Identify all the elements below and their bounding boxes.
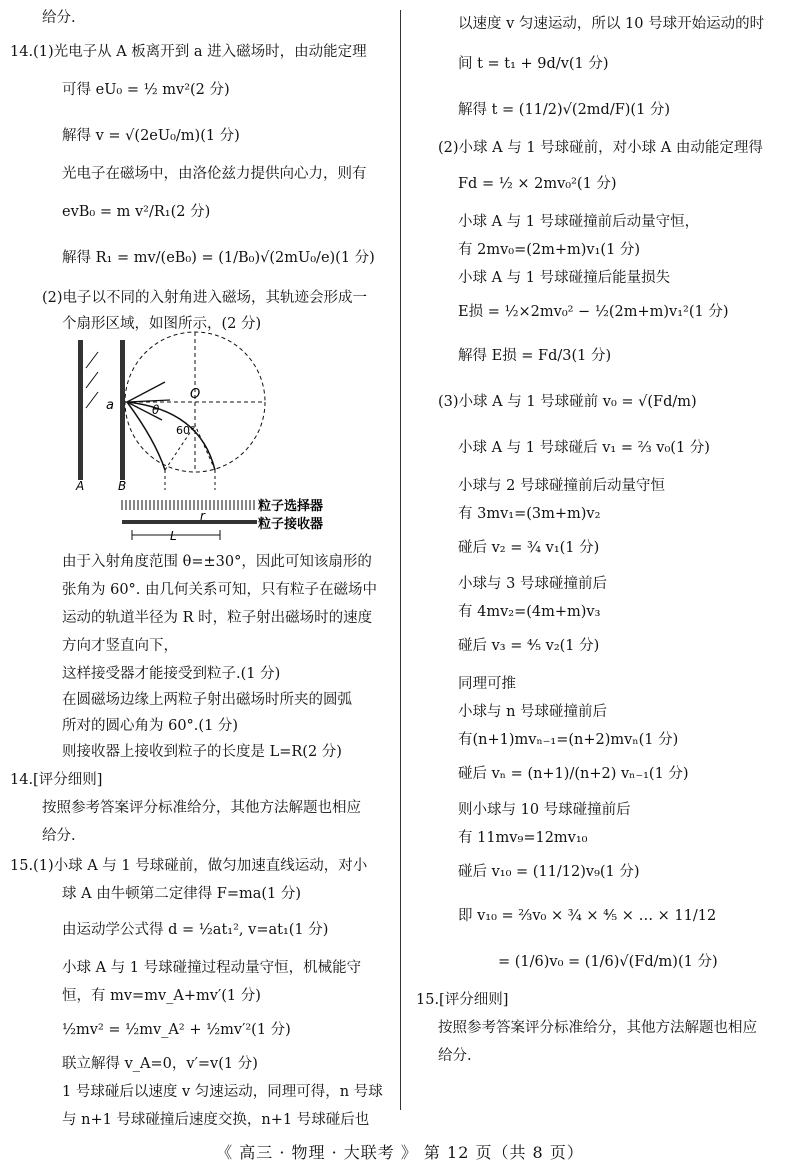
plate-b [120,340,125,480]
label-receiver: 粒子接收器 [258,517,324,532]
text-line: 小球与 n 号球碰撞前后 [458,704,608,720]
text-line: 可得 eU₀ = ½ mv²(2 分) [62,82,230,98]
text-line: 小球与 2 号球碰撞前后动量守恒 [458,478,665,494]
text-line: E损 = ½×2mv₀² − ½(2m+m)v₁²(1 分) [458,304,729,320]
text-line: 由于入射角度范围 θ=±30°，因此可知该扇形的 [62,554,372,570]
page-footer: 《 高三 · 物理 · 大联考 》 第 12 页（共 8 页） [216,1143,584,1162]
text-line: 则小球与 10 号球碰撞前后 [458,802,631,818]
label-a: a [106,398,114,413]
text-line: 给分. [438,1048,472,1064]
column-divider [400,10,401,1110]
text-line: 15.(1)小球 A 与 1 号球碰前，做匀加速直线运动，对小 [10,858,368,874]
label-selector: 粒子选择器 [258,499,324,514]
text-line: 则接收器上接收到粒子的长度是 L=R(2 分) [62,744,342,760]
text-line: 小球 A 与 1 号球碰撞后能量损失 [458,270,671,286]
text-line: 解得 R₁ = mv/(eB₀) = (1/B₀)√(2mU₀/e)(1 分) [62,250,375,266]
text-line: 小球 A 与 1 号球碰后 v₁ = ⅔ v₀(1 分) [458,440,710,456]
label-plate-a: A [76,479,85,493]
text-line: 有 3mv₁=(3m+m)v₂ [458,506,601,522]
text-line: 小球 A 与 1 号球碰撞前后动量守恒， [458,214,700,230]
text-line: 张角为 60°. 由几何关系可知，只有粒子在磁场中 [62,582,378,598]
particle-receiver [122,520,257,524]
label-60: 60° [176,424,196,437]
text-line: 同理可推 [458,676,516,692]
text-line: 恒，有 mv=mv_A+mv′(1 分) [62,988,261,1004]
label-theta: θ [152,403,160,417]
text-line: 与 n+1 号球碰撞后速度交换，n+1 号球碰后也 [62,1112,370,1128]
text-line: 小球 A 与 1 号球碰撞过程动量守恒，机械能守 [62,960,362,976]
text-line: 碰后 v₃ = ⅘ v₂(1 分) [458,638,600,654]
text-line: 有 2mv₀=(2m+m)v₁(1 分) [458,242,641,258]
text-line: 个扇形区域，如图所示，(2 分) [62,316,262,332]
text-line: 解得 t = (11/2)√(2md/F)(1 分) [458,102,671,118]
text-line: 按照参考答案评分标准给分，其他方法解题也相应 [438,1020,757,1036]
text-line: Fd = ½ × 2mv₀²(1 分) [458,176,617,192]
text-line: 14.[评分细则] [10,772,103,788]
text-line: (3)小球 A 与 1 号球碰前 v₀ = √(Fd/m) [438,394,697,410]
text-line: 联立解得 v_A=0，v′=v(1 分) [62,1056,258,1072]
text-line: (2)小球 A 与 1 号球碰前，对小球 A 由动能定理得 [438,140,763,156]
text-line: 这样接受器才能接受到粒子.(1 分) [62,666,281,682]
label-o: O [190,387,201,402]
label-l: L [170,529,177,543]
plate-a [78,340,83,480]
text-line: 解得 E损 = Fd/3(1 分) [458,348,612,364]
text-line: evB₀ = m v²/R₁(2 分) [62,204,211,220]
text-line: 碰后 v₂ = ¾ v₁(1 分) [458,540,600,556]
text-line: 小球与 3 号球碰撞前后 [458,576,607,592]
text-line: 1 号球碰后以速度 v 匀速运动，同理可得，n 号球 [62,1084,383,1100]
text-line: 给分. [42,828,76,844]
particle-selector [122,500,254,510]
text-line: 有 11mv₉=12mv₁₀ [458,830,588,846]
magnetic-field-figure [70,330,400,545]
text-line: 方向才竖直向下， [62,638,178,654]
text-line: 间 t = t₁ + 9d/v(1 分) [458,56,609,72]
text-line: 碰后 vₙ = (n+1)/(n+2) vₙ₋₁(1 分) [458,766,689,782]
label-r: r [200,509,205,523]
text-line: 即 v₁₀ = ⅔v₀ × ¾ × ⅘ × … × 11/12 [458,908,717,924]
text-line: 以速度 v 匀速运动，所以 10 号球开始运动的时 [458,16,765,32]
text-line: 所对的圆心角为 60°.(1 分) [62,718,239,734]
text-line: 由运动学公式得 d = ½at₁², v=at₁(1 分) [62,922,329,938]
text-line: (2)电子以不同的入射角进入磁场，其轨迹会形成一 [42,290,368,306]
text-line: 在圆磁场边缘上两粒子射出磁场时所夹的圆弧 [62,692,352,708]
text-line: 14.(1)光电子从 A 板离开到 a 进入磁场时，由动能定理 [10,44,367,60]
text-line: 光电子在磁场中，由洛伦兹力提供向心力，则有 [62,166,367,182]
text-line: 球 A 由牛顿第二定律得 F=ma(1 分) [62,886,302,902]
incoming-light-arrows [86,352,98,408]
velocity-arrows [127,382,170,420]
text-line: 有(n+1)mvₙ₋₁=(n+2)mvₙ(1 分) [458,732,679,748]
text-line: 解得 v = √(2eU₀/m)(1 分) [62,128,240,144]
text-line: 给分. [42,10,76,26]
text-line: 有 4mv₂=(4m+m)v₃ [458,604,601,620]
label-plate-b: B [118,479,127,493]
text-line: 运动的轨道半径为 R 时，粒子射出磁场时的速度 [62,610,373,626]
text-line: ½mv² = ½mv_A² + ½mv′²(1 分) [62,1022,291,1038]
text-line: 15.[评分细则] [416,992,509,1008]
text-line: 碰后 v₁₀ = (11/12)v₉(1 分) [458,864,640,880]
text-line: 按照参考答案评分标准给分，其他方法解题也相应 [42,800,361,816]
text-line: = (1/6)v₀ = (1/6)√(Fd/m)(1 分) [498,954,718,970]
